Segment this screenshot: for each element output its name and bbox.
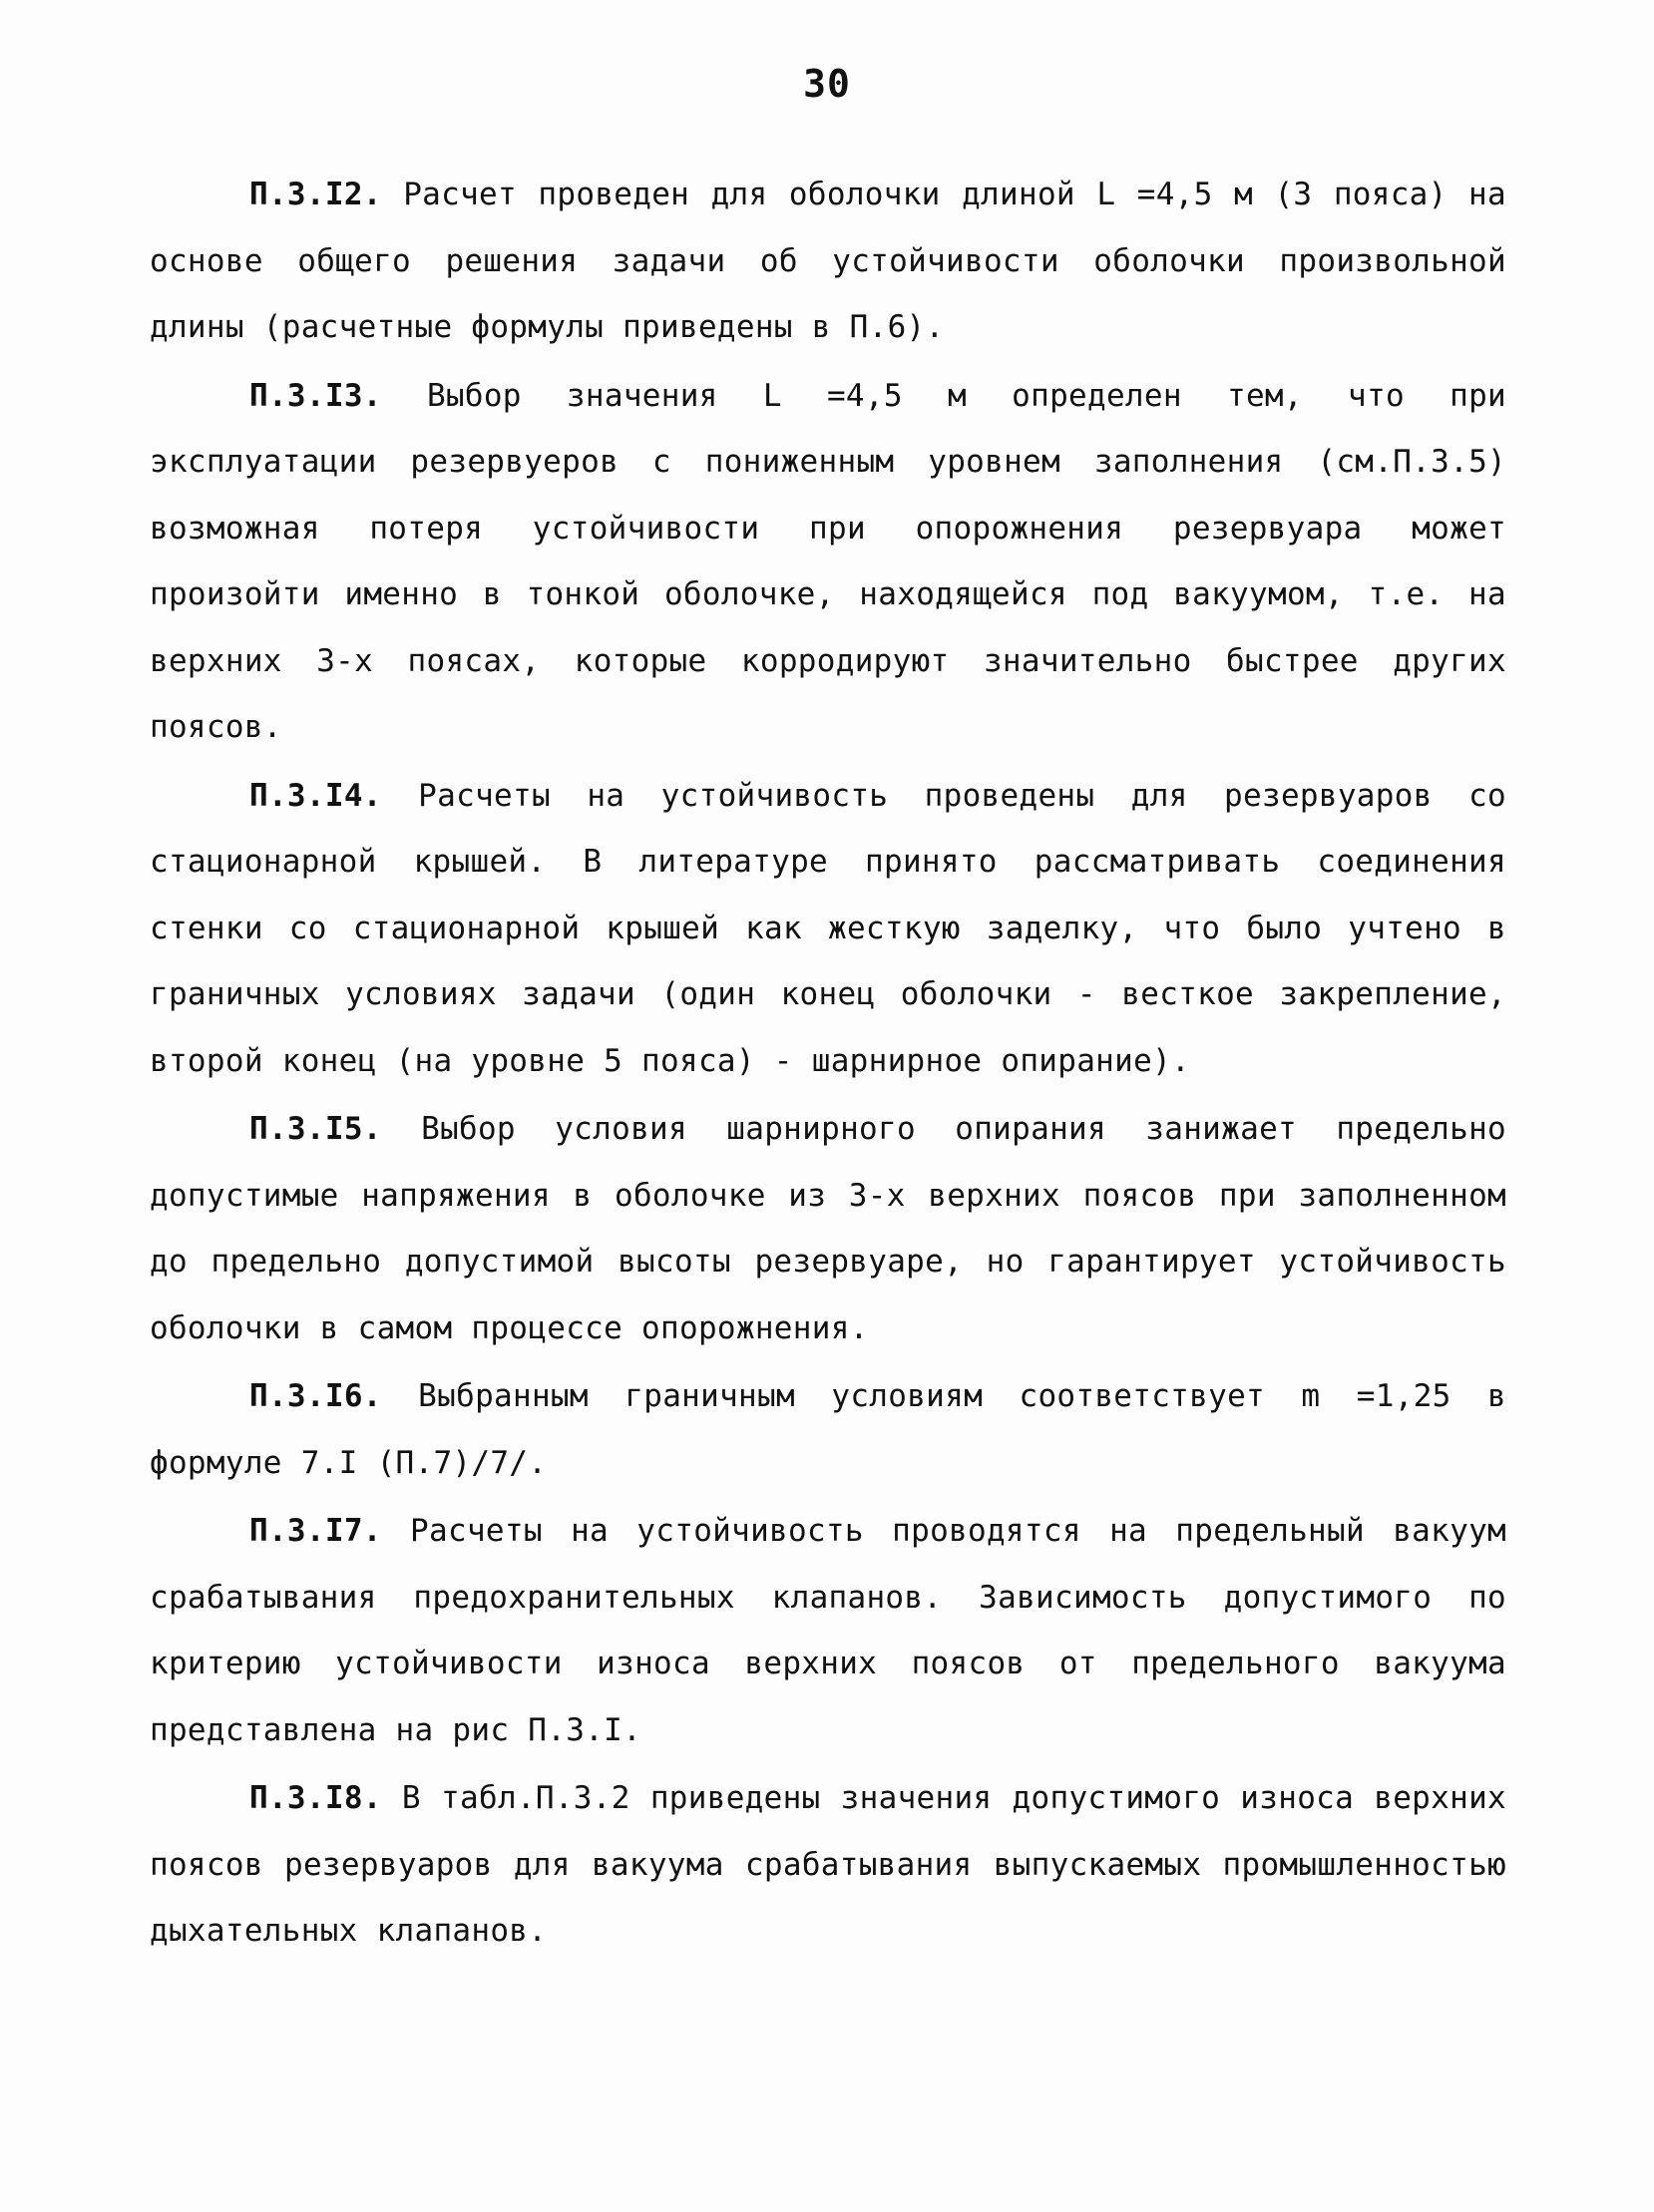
paragraph-text: Выбор условия шарнирного опирания занижает предельно допустимые напряжения в оболочке из 3-х верхних поясов при заполненном до предельно допустимой высоты резервуаре, но гарантирует устойчивость оболочки в самом процессе опорожнения.	[150, 1111, 1506, 1346]
paragraph-text: Расчеты на устойчивость проводятся на предельный вакуум срабатывания предохранительных клапанов. Зависимость допустимого по критерию устойчивости износа верхних поясов от предельного вакуума представлена на рис П.3.I.	[150, 1513, 1506, 1748]
paragraph-number: П.3.I4.	[249, 777, 382, 814]
paragraph-number: П.3.I2.	[249, 177, 382, 212]
page-number: 30	[803, 62, 851, 106]
paragraph-text: В табл.П.3.2 приведены значения допустимого износа верхних поясов резервуаров для вакуума срабатывания выпускаемых промышленностью дыхательных клапанов.	[150, 1780, 1507, 1949]
paragraph-text: Расчет проведен для оболочки длиной L =4,5 м (3 пояса) на основе общего решения задачи об устойчивости оболочки произвольной длины (расчетные формулы приведены в П.6).	[150, 177, 1506, 345]
paragraph-number: П.3.I6.	[249, 1378, 382, 1414]
body-text	[150, 162, 1506, 1967]
paragraph-p3-15	[150, 1096, 1506, 1361]
paragraph-p3-14	[150, 763, 1506, 1095]
paragraph-number: П.3.I3.	[249, 377, 382, 414]
paragraph-p3-16	[150, 1363, 1506, 1496]
paragraph-p3-17	[150, 1498, 1506, 1763]
paragraph-text: Расчеты на устойчивость проведены для резервуаров со стационарной крышей. В литературе принято рассматривать соединения стенки со стационарной крышей как жесткую заделку, что было учтено в граничных условиях задачи (один конец оболочки - весткое закрепление, второй конец (на уровне 5 пояса) - шарнирное опирание).	[150, 777, 1506, 1079]
paragraph-p3-13	[150, 363, 1506, 761]
paragraph-text: Выбор значения L =4,5 м определен тем, что при эксплуатации резервуеров с пониженным уровнем заполнения (см.П.3.5) возможная потеря устойчивости при опорожнения резервуара может произойти именно в тонкой оболочке, находящейся под вакуумом, т.е. на верхних 3-х поясах, которые корродируют значительно быстрее других поясов.	[150, 377, 1506, 745]
paragraph-number: П.3.I5.	[249, 1111, 382, 1147]
paragraph-number: П.3.I7.	[249, 1513, 382, 1549]
paragraph-number: П.3.I8.	[249, 1780, 382, 1816]
paragraph-p3-18	[150, 1765, 1506, 1965]
paragraph-text: Выбранным граничным условиям соответствует m =1,25 в формуле 7.I (П.7)/7/.	[150, 1378, 1506, 1481]
paragraph-p3-12	[150, 162, 1506, 361]
